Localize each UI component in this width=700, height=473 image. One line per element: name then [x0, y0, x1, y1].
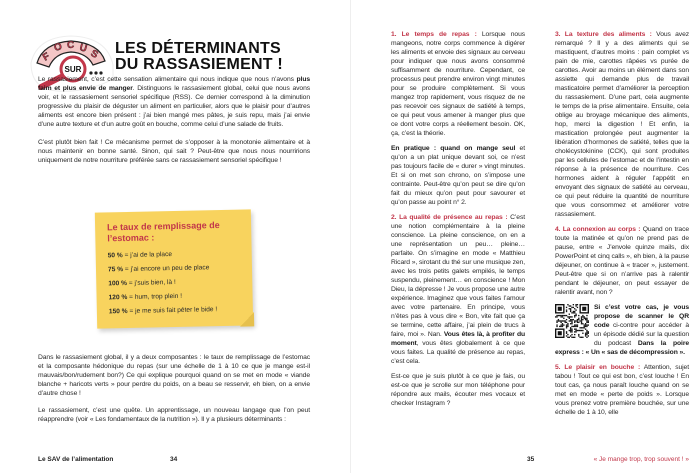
section-mouth-pleasure [555, 363, 689, 417]
right-column-1 [391, 30, 525, 408]
left-column [38, 41, 310, 424]
body-text: Le rassasiement, c’est une quête. Un apprentissage, un nouveau langage que l’on peut réapprendre (voir « Les fondamentaux de la nutrition »). Il y a plusieurs déterminants : [38, 407, 310, 423]
section-body-connection [555, 225, 689, 297]
chapter-footer: « Je mange trop, trop souvent ! » [593, 456, 689, 463]
section-heading: 2. La qualité de présence au repas : [391, 214, 508, 221]
fill-percent: 150 % [108, 307, 128, 316]
fill-percent: 75 % [107, 266, 124, 274]
svg-text:SUR: SUR [64, 65, 82, 74]
paragraph [391, 144, 525, 207]
body-text: Attention, sujet tabou ! Tout ce qui est bon, c’est louche ! En tout cas, ça nous paraît louche quand on se met en mode « perte de poids ». Lorsque vous prenez votre première bouchée, sur une échelle de 1 à 10, elle [555, 364, 689, 416]
section-heading: 5. Le plaisir en bouche : [555, 364, 641, 371]
note-row [109, 306, 241, 317]
body-text: Lorsque nous mangeons, notre corps commence à digérer les aliments et envoie des signaux au cerveau pour indiquer que nous avons consommé suffisamment de nourriture. Cependant, ce processus peut prendre environ vingt minutes pour se produire complètement. Si vous mangez trop rapidement, vous risquez de ne pas recevoir ces signaux de satiété à temps, ce qui peut vous amener à manger plus que ce dont votre corps a réellement besoin. OK, ça, c’est la théorie. [391, 31, 526, 137]
fill-description: = j’ai de la place [122, 251, 173, 260]
fill-percent: 100 % [108, 279, 128, 288]
title-line-1: LES DÉTERMINANTS [115, 40, 281, 57]
qr-caption [555, 303, 689, 357]
svg-text:U: U [78, 42, 89, 55]
body-text: C’est une notion complémentaire à la pleine conscience. La pleine conscience, on en a une représentation un peu… pleine… parfaite. On s’imagine en mode « Matthieu Ricard », sirotant du thé sur une musique zen, avec les trois petits galets empilés, le temps suspendu, pleinement… en conscience ! Mon Dieu, la dépresse ! Je vous propose une autre expérience. Imaginez que vous faites l’amour avec votre partenaire. En principe, vous n’êtes pas à vous dire « Bon, vite fait que ça se termine, cette affaire, j’ai plein de trucs à faire, moi ». Nan. [391, 214, 525, 338]
body-text: , vous êtes globalement à ce que vous faites. La qualité de présence au repas, c’est cela. [391, 340, 525, 365]
note-row [108, 250, 240, 261]
page-number: 34 [170, 456, 178, 463]
emphasis-text: Dans la poire express : « Un « sas de décompression ». [555, 340, 689, 356]
emphasis-text: Vous êtes là, à profiter du moment [391, 331, 525, 347]
section-presence [391, 213, 525, 366]
fill-percent: 120 % [108, 293, 128, 302]
fill-description: = hum, trop plein ! [127, 292, 183, 301]
section-heading: 1. Le temps de repas : [391, 31, 477, 38]
fill-percent: 50 % [107, 252, 123, 260]
body-text: Est-ce que je suis plutôt à ce que je fais, ou est-ce que je scrolle sur mon téléphone pour répondre aux mails, écouter mes vocaux et checker Instagram ? [391, 373, 525, 407]
emphasis-text: Si c’est votre cas, je vous propose de scanner le QR code [594, 304, 689, 329]
book-title-footer: Le SAV de l’alimentation [38, 456, 114, 463]
intro-paragraph [38, 75, 310, 129]
svg-text:O: O [52, 41, 64, 54]
body-text: Dans le rassasiement global, il y a deux composantes : le taux de remplissage de l’estomac et la composante hédonique du repas (sur une échelle de 1 à 10 ce que je mange est-il mauvais/bon/rudement bon?) Ce qui explique pourquoi quand on se met en mode « viande blanche + haricots verts » pour perdre du poids, on a beau se resservir, eh bien, on a envie d’autre chose ! [38, 354, 310, 397]
emphasis-text: En pratique : quand on mange seul [391, 145, 516, 152]
note-row [108, 264, 240, 275]
paragraph [38, 138, 310, 165]
paragraph [38, 406, 310, 424]
page-number: 35 [527, 456, 535, 463]
fill-description: = je me suis fait péter le bide ! [127, 306, 218, 315]
paragraph [38, 353, 310, 398]
body-text: Le rassasiement, c’est cette sensation alimentaire qui nous indique que nous n’avons [38, 76, 297, 83]
sticky-note [95, 209, 253, 328]
body-text: . Distinguons le rassasiement global, celui que nous avons voir, et le rassasiement sensoriel spécifique (RSS). Ce dernier correspond à la diminution progressive du plaisir de déguster un aliment en particulier, alors que le plaisir pour d’autres aliments est encore bien présent : j’ai bien mangé mes pâtes, je suis repu, mais j’ai envie d’une autre texture et d’un autre goût en bouche, comme celui d’une salade de fruits. [38, 85, 310, 128]
right-page [350, 0, 700, 473]
svg-text:S: S [88, 48, 100, 61]
body-text: ci-contre pour accéder à un épisode dédié sur la question du podcast [594, 322, 689, 347]
section-heading: 4. La connexion au corps : [555, 226, 641, 233]
note-row [108, 278, 240, 289]
paragraph [391, 372, 525, 408]
page-title [115, 41, 310, 72]
title-line-2: DU RASSASIEMENT ! [115, 55, 283, 73]
fill-description: = j’suis bien, là ! [126, 278, 176, 287]
qr-code[interactable] [555, 304, 589, 338]
section-texture [555, 30, 689, 219]
body-text: Vous avez remarqué ? Il y a des aliments qui se mastiquent, d’autres moins : pain complet vs pain de mie, carottes râpées vs purée de carottes. Avoir au moins un élément dans son assiette qui demande plus de travail masticatoire permet d’améliorer la perception du rassasiement. D’une part, cela augmente le temps de la prise alimentaire. Ensuite, cela oblige au broyage mécanique des aliments, hop, merci la digestion ! Et enfin, la mastication prolongée peut augmenter la libération d’hormones de satiété, telles que la cholécystokinine (CCK), qui sont produites par les cellules de l’estomac et de l’intestin en réponse à la présence de nourriture. Ces hormones aident à réguler l’appétit en envoyant des signaux de satiété au cerveau, ce qui peut réduire la quantité de nourriture que vous consommez et améliorer votre rassasiement. [555, 31, 689, 218]
section-heading: 3. La texture des aliments : [555, 31, 652, 38]
note-row [109, 292, 241, 303]
emphasis-text: plus faim et plus envie de manger [38, 76, 310, 92]
right-column-2 [555, 30, 689, 417]
svg-text:F: F [41, 51, 52, 64]
body-text: C’est plutôt bien fait ! Ce mécanisme permet de s’opposer à la monotonie alimentaire et à nous maintenir en bonne santé. Sinon, qui sait ? Peut-être que nous nous nourririons uniquement de notre nourriture préférée sans ce rassasiement sensoriel spécifique ! [38, 139, 310, 164]
svg-text:C: C [67, 40, 75, 51]
note-title: Le taux de remplissage de l’estomac : [107, 220, 220, 244]
body-text: Quand on trace toute la matinée et qu’on ne prend pas de pause, entre « J’envole quinze mails, dix PowerPoint et cinq calls », eh bien, à la pause déjeuner, on continue à « tracer », justement. Peut-être que si on n’arrive pas à ralentir pendant le déjeuner, on peut essayer de ralentir avant, non ? [555, 226, 689, 296]
body-text: et qu’on a un plat unique devant soi, ce n’est pas toujours facile de « durer » vingt minutes. Et si on met son chrono, on s’impose une contrainte. Peut-être qu’on peut se dire qu’on fait du mieux qu’on peut pour savourer et qu’on passe au point n° 2. [391, 145, 525, 206]
section-meal-time [391, 30, 525, 138]
fill-description: = j’ai encore un peu de place [122, 264, 210, 274]
folded-corner [240, 312, 254, 326]
